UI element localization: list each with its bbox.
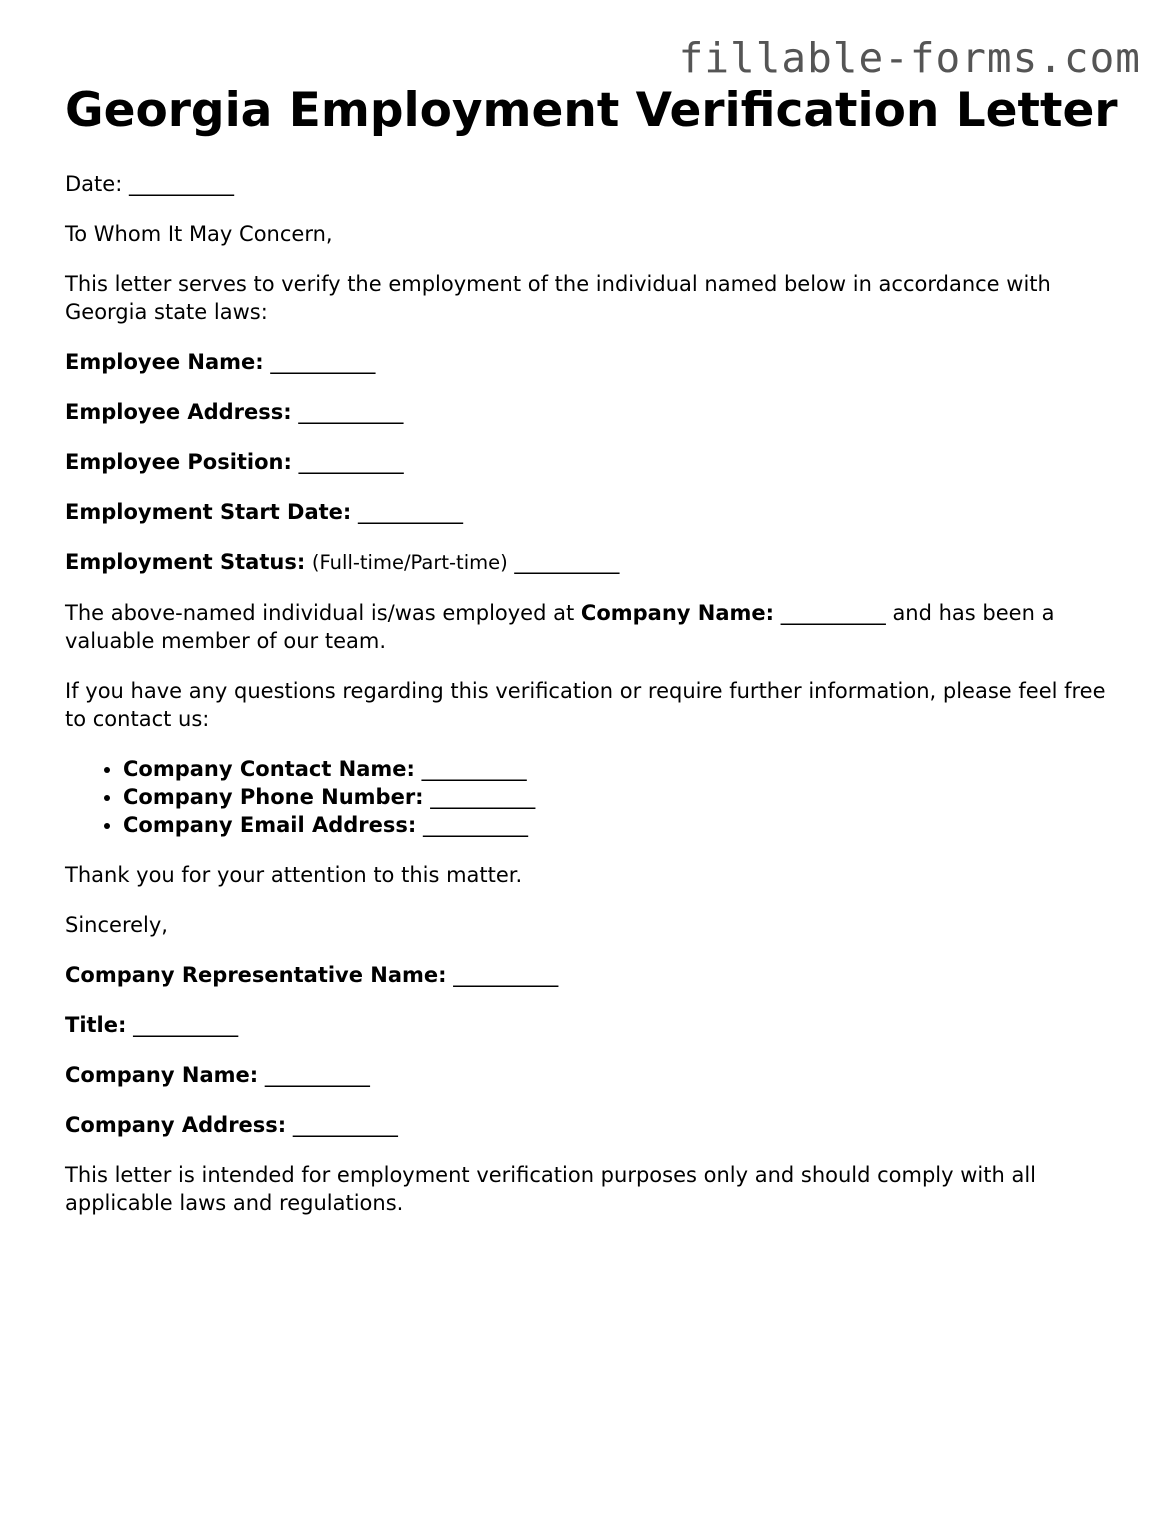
- date-line: [65, 170, 1125, 198]
- employed-at-company-label: Company Name:: [580, 601, 775, 625]
- employment-status-blank: __________: [514, 550, 620, 574]
- rep-title-blank: __________: [133, 1013, 239, 1037]
- letter-page: [65, 82, 1125, 1217]
- list-item: [123, 811, 1125, 839]
- contact-phone-label: Company Phone Number:: [123, 785, 424, 809]
- employee-address-label: Employee Address:: [65, 400, 292, 424]
- company-address-line: [65, 1111, 1125, 1139]
- contact-name-label: Company Contact Name:: [123, 757, 415, 781]
- greeting: To Whom It May Concern,: [65, 222, 333, 246]
- employment-start-date-line: [65, 498, 1125, 526]
- company-address-label: Company Address:: [65, 1113, 287, 1137]
- date-blank: __________: [128, 172, 234, 196]
- date-label: Date:: [65, 172, 123, 196]
- employment-status-line: [65, 548, 1125, 577]
- employment-start-date-blank: __________: [358, 500, 464, 524]
- page-title: Georgia Employment Verification Letter: [65, 83, 1118, 138]
- rep-name-line: [65, 961, 1125, 989]
- rep-title-label: Title:: [65, 1013, 127, 1037]
- employment-status-label: Employment Status:: [65, 550, 306, 574]
- closing-line: Sincerely,: [65, 913, 168, 937]
- rep-title-line: [65, 1011, 1125, 1039]
- contact-list: [65, 755, 1125, 839]
- employed-at-company-blank: __________: [780, 601, 886, 625]
- company-name-line: [65, 1061, 1125, 1089]
- rep-name-blank: __________: [453, 963, 559, 987]
- company-address-blank: __________: [292, 1113, 398, 1137]
- employee-name-line: [65, 348, 1125, 376]
- employee-name-label: Employee Name:: [65, 350, 264, 374]
- watermark: fillable-forms.com: [678, 34, 1141, 82]
- thanks-line: Thank you for your attention to this matter.: [65, 863, 523, 887]
- company-name-label: Company Name:: [65, 1063, 259, 1087]
- company-name-blank: __________: [264, 1063, 370, 1087]
- employed-at-prefix: The above-named individual is/was employed at: [65, 601, 575, 625]
- contact-email-label: Company Email Address:: [123, 813, 417, 837]
- employee-name-blank: __________: [270, 350, 376, 374]
- intro-paragraph: This letter serves to verify the employment of the individual named below in accordance with Georgia state laws:: [65, 272, 1051, 324]
- list-item: [123, 755, 1125, 783]
- employee-position-line: [65, 448, 1125, 476]
- disclaimer-paragraph: This letter is intended for employment verification purposes only and should comply with all applicable laws and regulations.: [65, 1163, 1037, 1215]
- list-item: [123, 783, 1125, 811]
- employee-address-blank: __________: [298, 400, 404, 424]
- contact-phone-blank: __________: [430, 785, 536, 809]
- employee-position-blank: __________: [298, 450, 404, 474]
- employment-start-date-label: Employment Start Date:: [65, 500, 352, 524]
- employed-at-suffix: and has been a valuable member of our team.: [65, 601, 1055, 653]
- employed-at-paragraph: [65, 599, 1125, 655]
- employee-position-label: Employee Position:: [65, 450, 292, 474]
- employment-status-options: (Full-time/Part-time): [311, 551, 508, 574]
- rep-name-label: Company Representative Name:: [65, 963, 447, 987]
- contact-intro-paragraph: If you have any questions regarding this verification or require further information, please feel free to contact us:: [65, 679, 1106, 731]
- employee-address-line: [65, 398, 1125, 426]
- contact-name-blank: __________: [421, 757, 527, 781]
- contact-email-blank: __________: [422, 813, 528, 837]
